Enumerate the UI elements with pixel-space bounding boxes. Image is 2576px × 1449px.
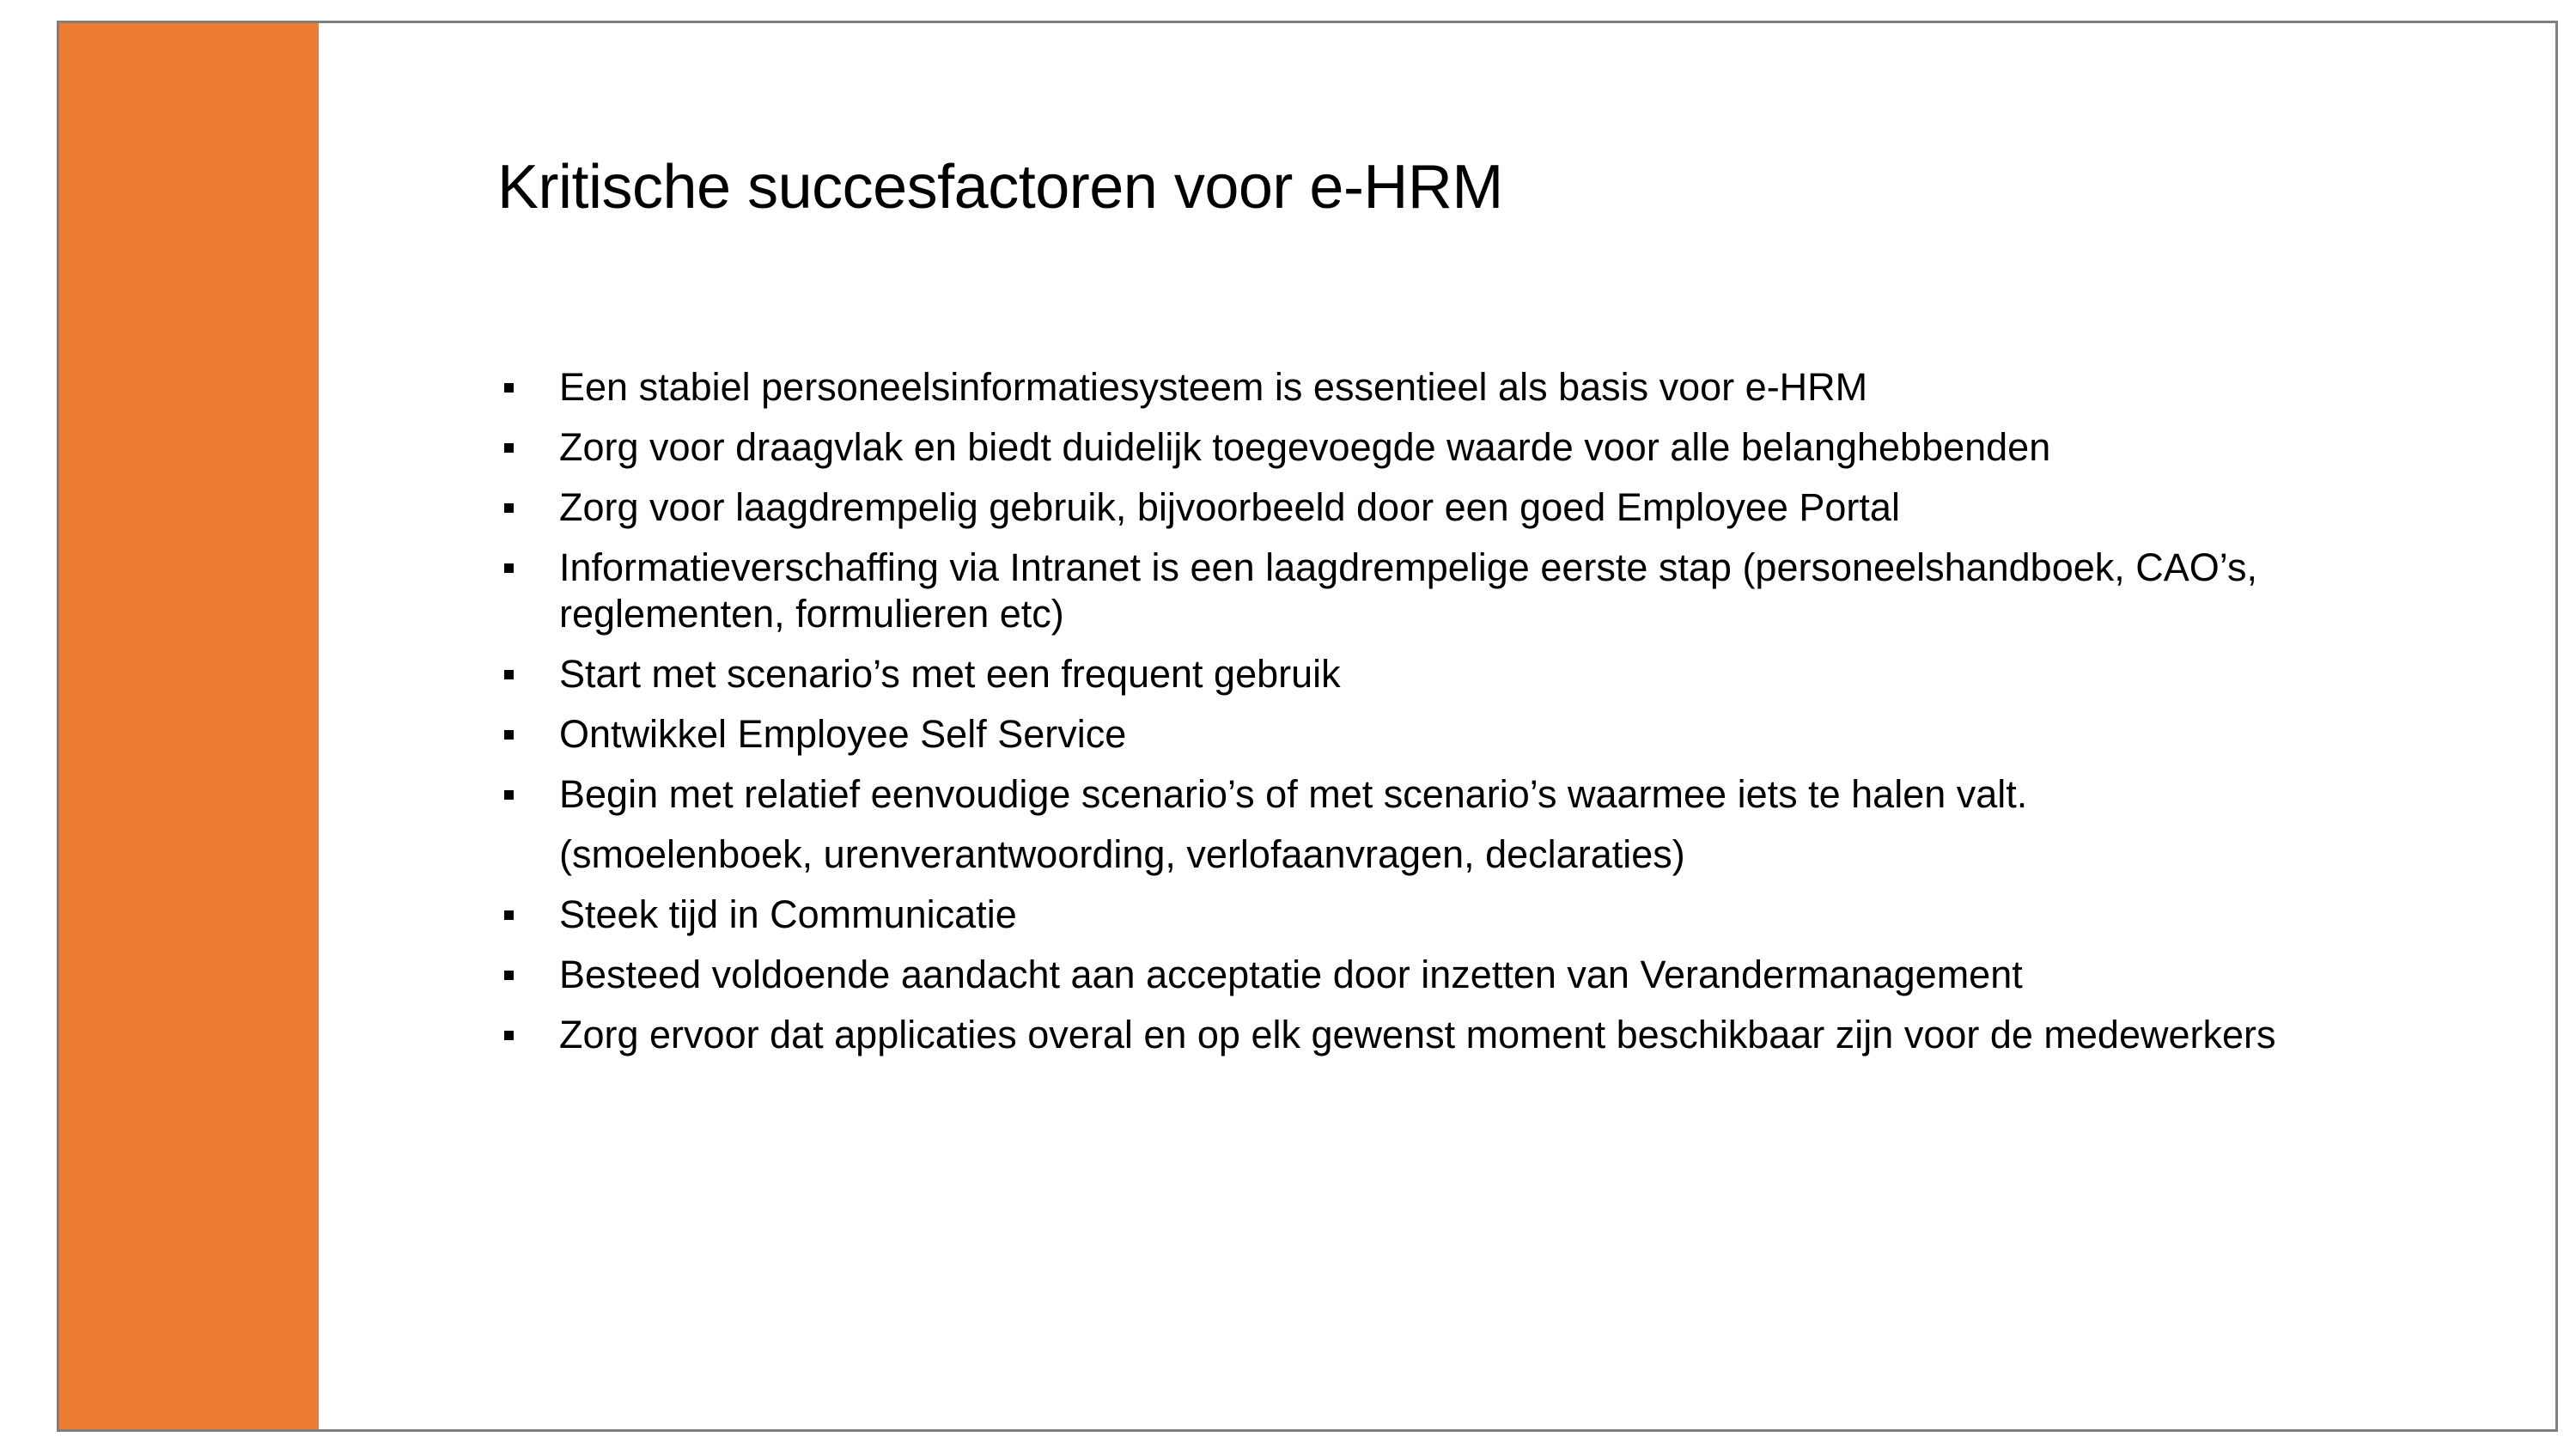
bullet-square-icon bbox=[504, 563, 514, 573]
bullet-text: Een stabiel personeelsinformatiesysteem is essentieel als basis voor e-HRM bbox=[559, 365, 1868, 409]
bullet-list bbox=[497, 364, 2439, 1072]
bullet-square-icon bbox=[504, 730, 514, 740]
bullet-text: Informatieverschaffing via Intranet is een laagdrempelige eerste stap (personeelshandboek, CAO’s, reglementen, formulieren etc) bbox=[559, 545, 2257, 636]
bullet-item bbox=[497, 1012, 2439, 1058]
bullet-text: Begin met relatief eenvoudige scenario’s of met scenario’s waarmee iets te halen valt. bbox=[559, 772, 2028, 816]
bullet-text: Besteed voldoende aandacht aan acceptatie door inzetten van Verandermanagement bbox=[559, 953, 2023, 996]
bullet-item bbox=[497, 711, 2439, 758]
slide bbox=[57, 21, 2558, 1432]
bullet-text: Steek tijd in Communicatie bbox=[559, 892, 1017, 936]
bullet-item bbox=[497, 771, 2439, 878]
bullet-text: Start met scenario’s met een frequent gebruik bbox=[559, 652, 1341, 696]
bullet-text-continuation: (smoelenboek, urenverantwoording, verlofaanvragen, declaraties) bbox=[559, 832, 1685, 876]
bullet-square-icon bbox=[504, 670, 514, 679]
bullet-item bbox=[497, 952, 2439, 998]
bullet-item bbox=[497, 364, 2439, 411]
bullet-text: Zorg voor laagdrempelig gebruik, bijvoorbeeld door een goed Employee Portal bbox=[559, 485, 1900, 529]
bullet-item bbox=[497, 651, 2439, 697]
bullet-square-icon bbox=[504, 910, 514, 920]
bullet-square-icon bbox=[504, 443, 514, 453]
slide-title: Kritische succesfactoren voor e-HRM bbox=[497, 153, 1503, 222]
bullet-square-icon bbox=[504, 790, 514, 800]
bullet-item bbox=[497, 545, 2439, 637]
bullet-square-icon bbox=[504, 503, 514, 513]
bullet-text: Ontwikkel Employee Self Service bbox=[559, 712, 1127, 756]
bullet-item bbox=[497, 892, 2439, 938]
bullet-text: Zorg voor draagvlak en biedt duidelijk toegevoegde waarde voor alle belanghebbenden bbox=[559, 425, 2051, 469]
bullet-square-icon bbox=[504, 1031, 514, 1040]
bullet-square-icon bbox=[504, 971, 514, 980]
bullet-text: Zorg ervoor dat applicaties overal en op elk gewenst moment beschikbaar zijn voor de medewerkers bbox=[559, 1013, 2276, 1056]
bullet-item bbox=[497, 424, 2439, 471]
bullet-square-icon bbox=[504, 383, 514, 393]
accent-bar bbox=[59, 23, 319, 1429]
bullet-item bbox=[497, 484, 2439, 531]
